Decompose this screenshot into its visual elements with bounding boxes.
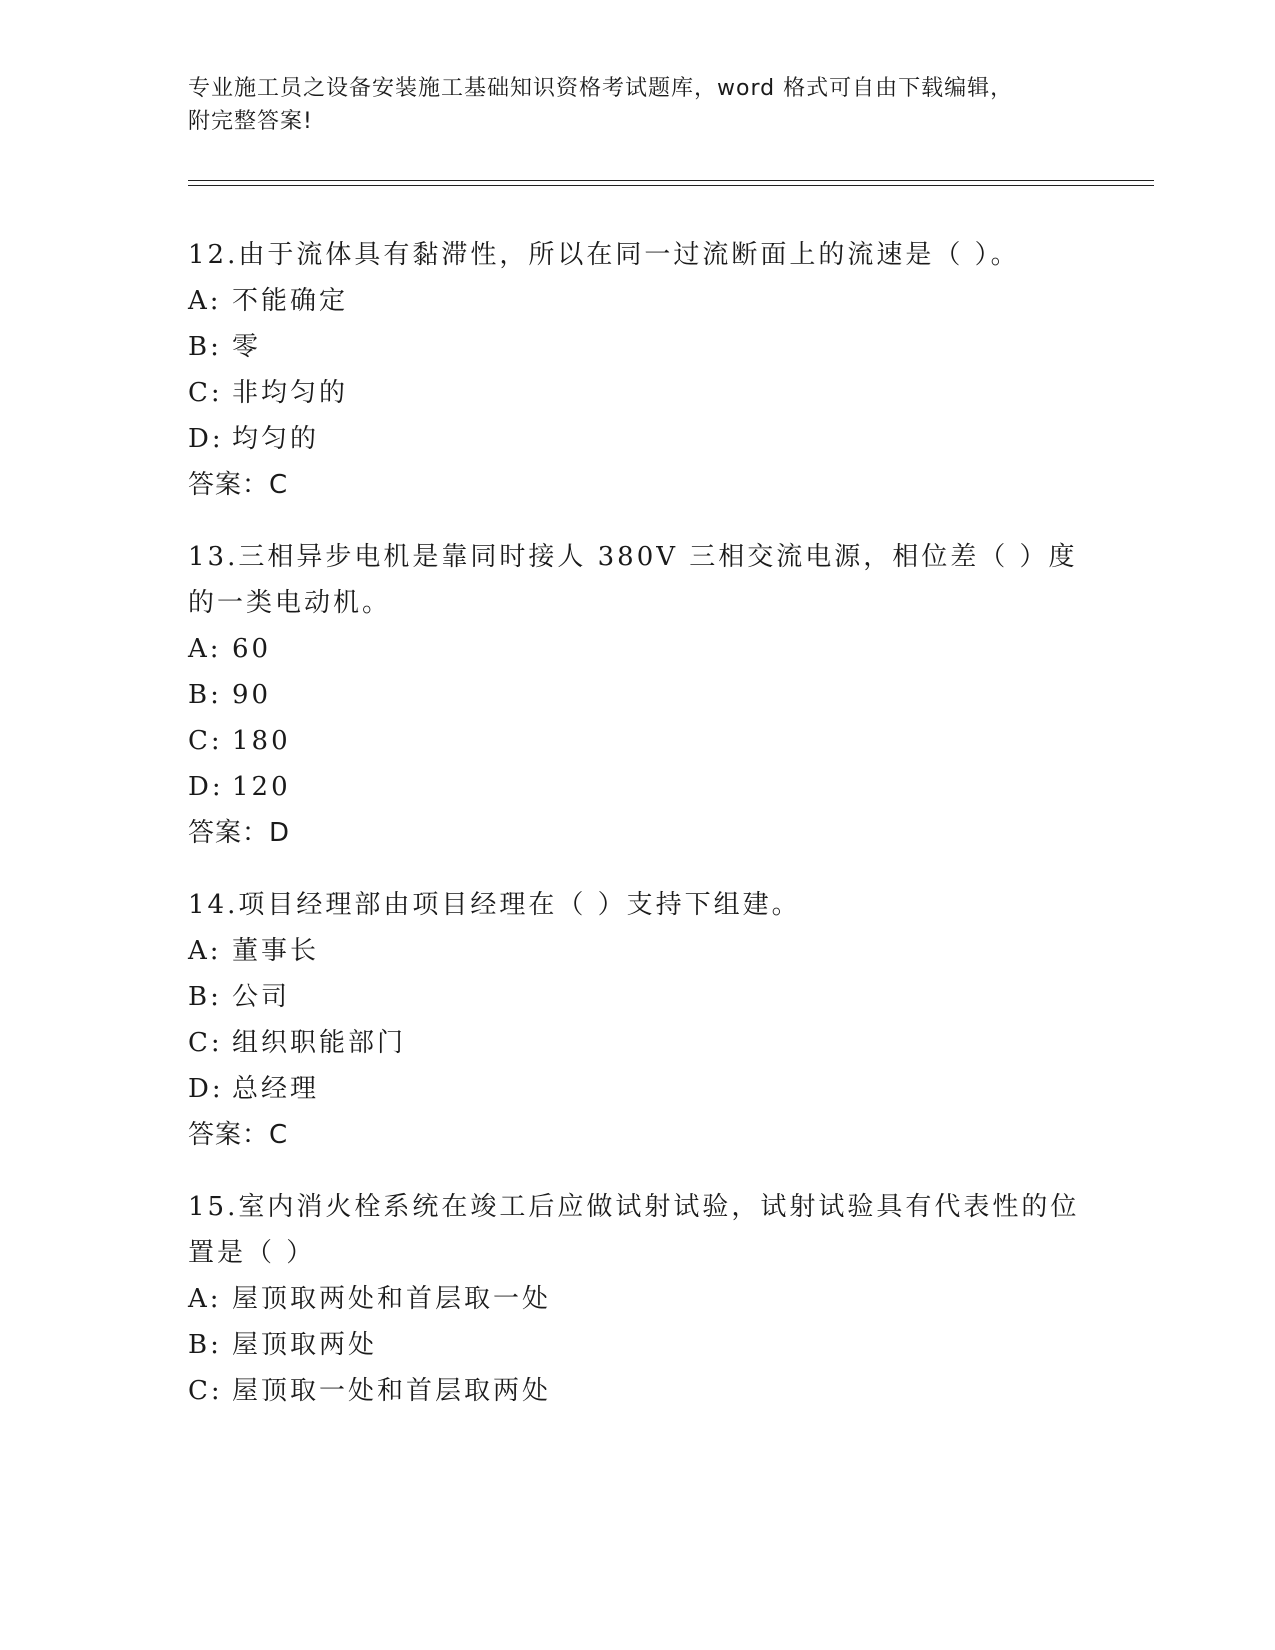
header-divider-bottom bbox=[188, 185, 1154, 186]
question-text: 12.由于流体具有黏滞性，所以在同一过流断面上的流速是（ ）。 bbox=[188, 240, 1020, 270]
option-label: A: bbox=[188, 936, 222, 966]
question-14 bbox=[188, 882, 1088, 1158]
answer: 答案：D bbox=[188, 818, 291, 848]
option-text: 非均匀的 bbox=[232, 378, 349, 408]
option-c bbox=[188, 1368, 1088, 1414]
header-divider-top bbox=[188, 180, 1154, 181]
option-d bbox=[188, 416, 1088, 462]
header-line-1: 专业施工员之设备安装施工基础知识资格考试题库，word 格式可自由下载编辑， bbox=[188, 76, 1014, 101]
option-text: 组织职能部门 bbox=[232, 1028, 407, 1058]
question-13 bbox=[188, 534, 1088, 856]
question-15 bbox=[188, 1184, 1088, 1414]
header-line-2: 附完整答案! bbox=[188, 109, 313, 134]
option-a bbox=[188, 928, 1088, 974]
option-label: B: bbox=[188, 332, 222, 362]
question-text: 13.三相异步电机是靠同时接人 380V 三相交流电源，相位差（ ）度的一类电动机。 bbox=[188, 542, 1078, 618]
option-d bbox=[188, 764, 1088, 810]
option-text: 总经理 bbox=[232, 1074, 320, 1104]
option-text: 屋顶取两处和首层取一处 bbox=[232, 1284, 552, 1314]
option-label: B: bbox=[188, 680, 222, 710]
option-b bbox=[188, 672, 1088, 718]
option-label: A: bbox=[188, 634, 222, 664]
answer: 答案：C bbox=[188, 1120, 289, 1150]
question-list bbox=[188, 232, 1088, 1440]
option-label: B: bbox=[188, 1330, 222, 1360]
option-label: A: bbox=[188, 286, 222, 316]
option-b bbox=[188, 974, 1088, 1020]
option-text: 董事长 bbox=[232, 936, 320, 966]
option-text: 屋顶取一处和首层取两处 bbox=[232, 1376, 552, 1406]
option-label: C: bbox=[188, 378, 223, 408]
option-label: D: bbox=[188, 424, 224, 454]
question-text: 15.室内消火栓系统在竣工后应做试射试验，试射试验具有代表性的位置是（ ） bbox=[188, 1192, 1080, 1268]
option-label: C: bbox=[188, 726, 223, 756]
option-a bbox=[188, 626, 1088, 672]
question-12 bbox=[188, 232, 1088, 508]
option-b bbox=[188, 1322, 1088, 1368]
option-text: 60 bbox=[232, 634, 272, 664]
option-text: 屋顶取两处 bbox=[232, 1330, 378, 1360]
option-b bbox=[188, 324, 1088, 370]
option-text: 90 bbox=[232, 680, 272, 710]
option-a bbox=[188, 278, 1088, 324]
option-label: B: bbox=[188, 982, 222, 1012]
option-label: D: bbox=[188, 1074, 224, 1104]
option-label: C: bbox=[188, 1376, 223, 1406]
option-c bbox=[188, 370, 1088, 416]
option-text: 120 bbox=[232, 772, 291, 802]
option-a bbox=[188, 1276, 1088, 1322]
option-label: A: bbox=[188, 1284, 222, 1314]
answer: 答案：C bbox=[188, 470, 289, 500]
option-text: 均匀的 bbox=[232, 424, 320, 454]
option-text: 180 bbox=[232, 726, 291, 756]
option-text: 公司 bbox=[232, 982, 291, 1012]
option-label: C: bbox=[188, 1028, 223, 1058]
option-label: D: bbox=[188, 772, 224, 802]
option-d bbox=[188, 1066, 1088, 1112]
question-text: 14.项目经理部由项目经理在（ ）支持下组建。 bbox=[188, 890, 801, 920]
option-text: 零 bbox=[232, 332, 262, 362]
document-header bbox=[188, 72, 1088, 138]
option-c bbox=[188, 718, 1088, 764]
option-c bbox=[188, 1020, 1088, 1066]
option-text: 不能确定 bbox=[232, 286, 349, 316]
